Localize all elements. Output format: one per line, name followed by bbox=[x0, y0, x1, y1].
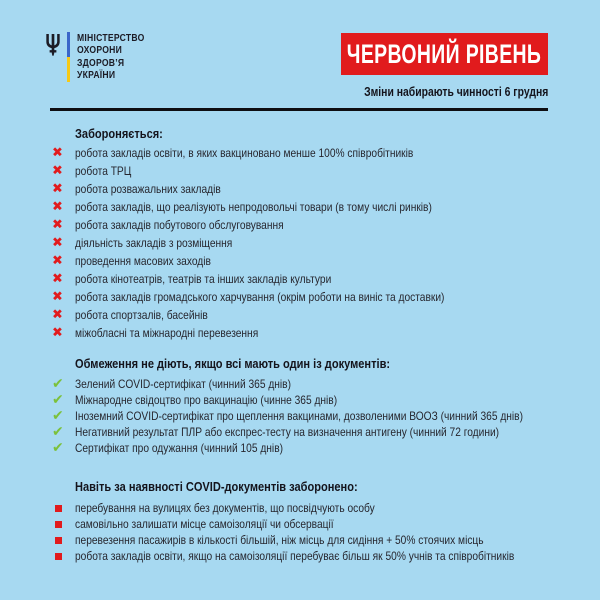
x-icon: ✖ bbox=[52, 199, 63, 215]
list-item: ✔ Негативний результат ПЛР або експрес-тесту на визначення антигену (чинний 72 години) bbox=[52, 424, 500, 440]
section-title-prohibited: Забороняється: bbox=[75, 126, 163, 141]
check-icon: ✔ bbox=[52, 408, 64, 424]
x-icon: ✖ bbox=[52, 289, 63, 305]
x-icon: ✖ bbox=[52, 181, 63, 197]
ministry-line: МІНІСТЕРСТВО bbox=[77, 32, 145, 44]
x-icon: ✖ bbox=[52, 307, 63, 323]
section-title-exempt: Обмеження не діють, якщо всі мають один із документів: bbox=[75, 356, 391, 371]
ministry-line: УКРАЇНИ bbox=[77, 69, 116, 82]
effective-date-subtitle: Зміни набирають чинності 6 грудня bbox=[363, 84, 548, 99]
section-title-always-prohibited: Навіть за наявності COVID-документів заборонено: bbox=[75, 479, 358, 494]
check-icon: ✔ bbox=[52, 440, 64, 456]
ministry-line: ОХОРОНИ bbox=[77, 44, 123, 57]
check-icon: ✔ bbox=[52, 376, 64, 392]
list-item: ✖ робота розважальних закладів bbox=[52, 181, 221, 197]
square-bullet-icon bbox=[55, 553, 62, 560]
trident-icon bbox=[45, 34, 61, 56]
flag-bar bbox=[67, 32, 70, 82]
list-item: ✔ Міжнародне свідоцтво про вакцинацію (чинне 365 днів) bbox=[52, 392, 338, 408]
list-item: ✖ робота ТРЦ bbox=[52, 163, 132, 179]
x-icon: ✖ bbox=[52, 325, 63, 341]
check-icon: ✔ bbox=[52, 424, 64, 440]
square-bullet-icon bbox=[55, 537, 62, 544]
list-item: ✖ проведення масових заходів bbox=[52, 253, 211, 269]
list-item: ✖ робота кінотеатрів, театрів та інших закладів культури bbox=[52, 271, 332, 287]
list-item: ✔ Сертифікат про одужання (чинний 105 днів) bbox=[52, 440, 284, 456]
check-icon: ✔ bbox=[52, 392, 64, 408]
alert-level-banner bbox=[341, 33, 548, 75]
list-item: ✖ міжобласні та міжнародні перевезення bbox=[52, 325, 259, 341]
x-icon: ✖ bbox=[52, 145, 63, 161]
square-bullet-icon bbox=[55, 521, 62, 528]
list-item: перебування на вулицях без документів, що посвідчують особу bbox=[52, 500, 592, 516]
list-item: ✖ робота закладів побутового обслуговування bbox=[52, 217, 284, 233]
alert-level-label: ЧЕРВОНИЙ РІВЕНЬ bbox=[347, 38, 542, 69]
x-icon: ✖ bbox=[52, 163, 63, 179]
x-icon: ✖ bbox=[52, 217, 63, 233]
list-item: робота закладів освіти, якщо на самоізоляції перебуває більш як 50% учнів та співробітників bbox=[52, 548, 592, 564]
prohibited-list bbox=[52, 144, 510, 342]
x-icon: ✖ bbox=[52, 271, 63, 287]
x-icon: ✖ bbox=[52, 235, 63, 251]
ministry-name bbox=[77, 32, 145, 82]
exempt-documents-list bbox=[52, 376, 600, 456]
list-item: ✔ Зелений COVID-сертифікат (чинний 365 днів) bbox=[52, 376, 291, 392]
square-bullet-icon bbox=[55, 505, 62, 512]
list-item: ✔ Іноземний COVID-сертифікат про щеплення вакцинами, дозволеними ВООЗ (чинний 365 днів) bbox=[52, 408, 524, 424]
list-item: ✖ робота закладів громадського харчування (окрім роботи на виніс та доставки) bbox=[52, 289, 445, 305]
ministry-logo bbox=[45, 32, 159, 82]
list-item: ✖ діяльність закладів з розміщення bbox=[52, 235, 233, 251]
x-icon: ✖ bbox=[52, 253, 63, 269]
list-item: ✖ робота спортзалів, басейнів bbox=[52, 307, 208, 323]
list-item: самовільно залишати місце самоізоляції чи обсервації bbox=[52, 516, 592, 532]
header-divider bbox=[50, 108, 548, 111]
list-item: ✖ робота закладів, що реалізують непродовольчі товари (в тому числі ринків) bbox=[52, 199, 432, 215]
list-item: ✖ робота закладів освіти, в яких вакциновано менше 100% співробітників bbox=[52, 145, 414, 161]
list-item: перевезення пасажирів в кількості більшій, ніж місць для сидіння + 50% стоячих місць bbox=[52, 532, 592, 548]
always-prohibited-list bbox=[52, 500, 592, 564]
ministry-line: ЗДОРОВ’Я bbox=[77, 56, 125, 69]
